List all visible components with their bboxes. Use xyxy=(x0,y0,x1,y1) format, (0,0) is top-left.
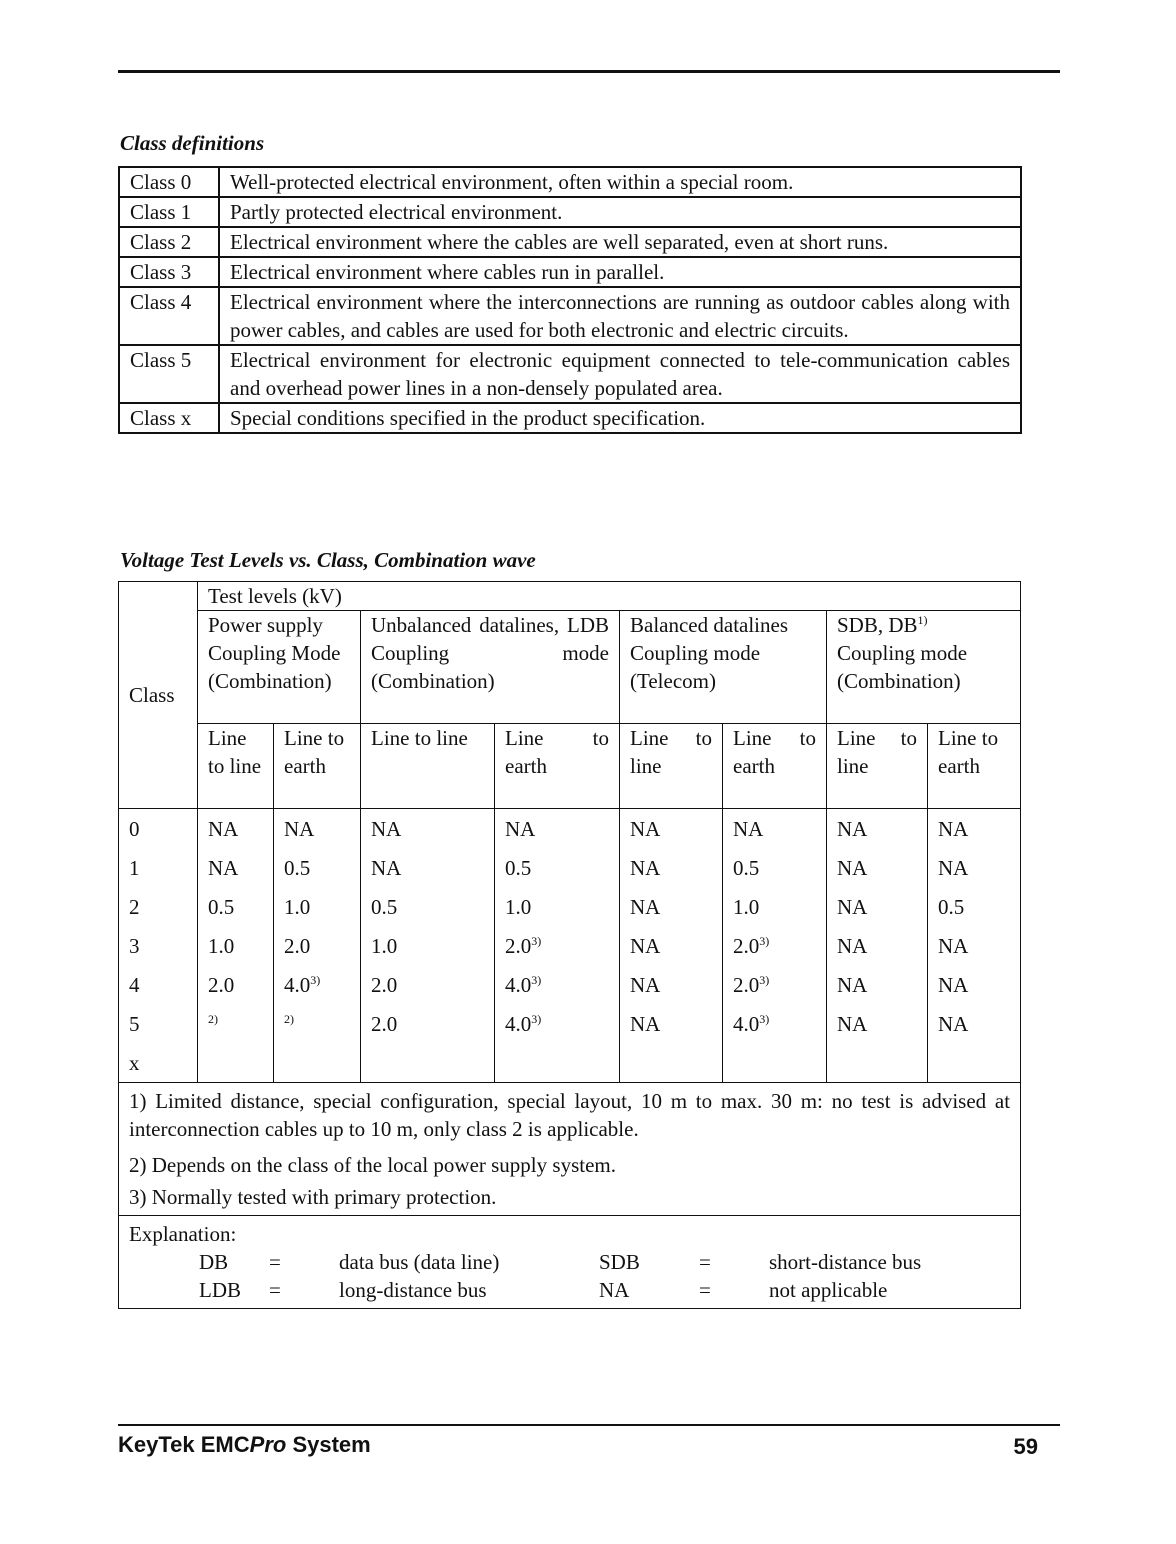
value-cell xyxy=(361,809,495,849)
subheader-word: to xyxy=(592,726,609,750)
footnote-marker: 1) xyxy=(917,613,928,627)
value: NA xyxy=(208,817,239,841)
table-row xyxy=(119,809,1021,849)
value-cell xyxy=(620,965,723,1004)
value-cell xyxy=(723,848,827,887)
header-row xyxy=(119,611,1021,724)
value: NA xyxy=(938,973,969,997)
abbr: SDB xyxy=(599,1250,640,1274)
table-row xyxy=(119,227,1021,257)
table-row xyxy=(119,197,1021,227)
class-cell: 1 xyxy=(119,848,198,887)
value-cell xyxy=(723,809,827,849)
footnote-1: 1) Limited distance, special configuration, special layout, 10 m to max. 30 m: no test is advised at interconnection cables up to 10 m, only class 2 is applicable. xyxy=(129,1089,1011,1141)
value-cell xyxy=(361,1043,495,1083)
value-cell xyxy=(361,965,495,1004)
value: 4.0 xyxy=(733,1012,760,1036)
value: 4.0 xyxy=(505,973,532,997)
value-cell xyxy=(274,887,361,926)
equals: = xyxy=(699,1278,711,1302)
footnote-marker: 3) xyxy=(531,1012,542,1026)
value: 0.5 xyxy=(284,856,311,880)
value: NA xyxy=(630,895,661,919)
table-row xyxy=(119,887,1021,926)
value: NA xyxy=(630,934,661,958)
value: 2.0 xyxy=(284,934,311,958)
value: 1.0 xyxy=(505,895,532,919)
sdb-label: SDB, DB xyxy=(837,613,918,637)
value-cell xyxy=(928,1043,1021,1083)
value-cell xyxy=(620,848,723,887)
value-cell xyxy=(723,965,827,1004)
value: NA xyxy=(837,895,868,919)
value: NA xyxy=(938,934,969,958)
subheader-word: to xyxy=(695,726,712,750)
class-description: Special conditions specified in the product specification. xyxy=(219,403,1021,433)
subheader-line-to-line xyxy=(827,724,928,809)
table-row xyxy=(119,1004,1021,1043)
value-cell xyxy=(928,1004,1021,1043)
value: 1.0 xyxy=(284,895,311,919)
table-row xyxy=(119,926,1021,965)
power-supply-group-header: Power supply Coupling Mode (Combination) xyxy=(198,611,361,724)
value-cell xyxy=(274,848,361,887)
subheader-word: Line xyxy=(733,726,772,750)
value: NA xyxy=(938,817,969,841)
value: 2.0 xyxy=(733,973,760,997)
value-cell xyxy=(620,926,723,965)
value: NA xyxy=(630,1012,661,1036)
value: 0.5 xyxy=(938,895,965,919)
value: NA xyxy=(837,973,868,997)
value-cell xyxy=(620,809,723,849)
class-description: Electrical environment where the interconnections are running as outdoor cables along with power cables, and cables are used for both electronic and electric circuits. xyxy=(219,287,1021,345)
value: NA xyxy=(837,856,868,880)
value-cell xyxy=(928,848,1021,887)
subheader-line-to-line xyxy=(620,724,723,809)
class-cell: Class 2 xyxy=(119,227,219,257)
brand-suffix: System xyxy=(286,1432,371,1457)
notes-row xyxy=(119,1083,1021,1216)
value-cell xyxy=(620,887,723,926)
value-cell xyxy=(928,809,1021,849)
value-cell xyxy=(361,1004,495,1043)
value: NA xyxy=(837,1012,868,1036)
footnote-marker: 3) xyxy=(759,1012,770,1026)
value-cell xyxy=(198,809,274,849)
test-levels-header: Test levels (kV) xyxy=(198,582,1021,611)
value-cell xyxy=(361,887,495,926)
explanation-grid xyxy=(199,1248,1010,1304)
subheader-line-to-earth xyxy=(723,724,827,809)
value-cell xyxy=(827,926,928,965)
value: NA xyxy=(371,817,402,841)
subheader-line-to-earth xyxy=(495,724,620,809)
table-row xyxy=(119,287,1021,345)
subheader-word: to xyxy=(799,726,816,750)
value: NA xyxy=(837,817,868,841)
class-cell: 4 xyxy=(119,965,198,1004)
subheader-word: Line xyxy=(505,726,544,750)
value: 2.0 xyxy=(371,1012,398,1036)
value-cell xyxy=(495,926,620,965)
value: 0.5 xyxy=(733,856,760,880)
meaning: long-distance bus xyxy=(339,1278,487,1302)
subheader-word: Line xyxy=(837,726,876,750)
value-cell xyxy=(274,1043,361,1083)
footnote-marker: 3) xyxy=(531,934,542,948)
sdb-group-header xyxy=(827,611,1021,724)
value-cell xyxy=(495,1043,620,1083)
equals: = xyxy=(269,1250,281,1274)
class-description: Electrical environment for electronic equipment connected to tele-communication cables and overhead power lines in a non-densely populated area. xyxy=(219,345,1021,403)
table-row xyxy=(119,167,1021,197)
subheader-word: line xyxy=(837,754,869,778)
balanced-group-header: Balanced datalines Coupling mode (Telecom) xyxy=(620,611,827,724)
header-row xyxy=(119,582,1021,611)
value-cell xyxy=(827,1004,928,1043)
meaning: data bus (data line) xyxy=(339,1250,500,1274)
value-cell xyxy=(361,848,495,887)
value: NA xyxy=(837,934,868,958)
class-definitions-table xyxy=(118,166,1022,434)
value-cell xyxy=(928,926,1021,965)
value-cell xyxy=(928,965,1021,1004)
value-cell xyxy=(274,965,361,1004)
value: 4.0 xyxy=(284,973,311,997)
table-row xyxy=(119,345,1021,403)
value: NA xyxy=(630,856,661,880)
table-row xyxy=(119,403,1021,433)
table-row xyxy=(119,965,1021,1004)
explanation-title: Explanation: xyxy=(129,1222,237,1246)
brand-italic: Pro xyxy=(249,1432,287,1457)
class-cell: Class 3 xyxy=(119,257,219,287)
subheader-line-to-earth: Line to earth xyxy=(928,724,1021,809)
value-cell xyxy=(827,887,928,926)
value: NA xyxy=(630,817,661,841)
value-cell xyxy=(274,809,361,849)
value: 2.0 xyxy=(208,973,235,997)
value-cell xyxy=(495,1004,620,1043)
footnote-marker: 3) xyxy=(759,973,770,987)
bottom-rule xyxy=(118,1424,1060,1426)
class-cell: x xyxy=(119,1043,198,1083)
footnote-marker: 2) xyxy=(208,1012,218,1026)
value-cell xyxy=(198,848,274,887)
footnote-marker: 3) xyxy=(531,973,542,987)
explanation-row xyxy=(119,1216,1021,1309)
value: NA xyxy=(630,973,661,997)
equals: = xyxy=(269,1278,281,1302)
value-cell xyxy=(827,848,928,887)
value-cell xyxy=(620,1043,723,1083)
value-cell xyxy=(827,809,928,849)
subheader-word: Line xyxy=(630,726,669,750)
class-definitions-heading: Class definitions xyxy=(120,131,265,155)
value: 1.0 xyxy=(733,895,760,919)
voltage-table-heading: Voltage Test Levels vs. Class, Combination wave xyxy=(120,548,536,572)
class-cell: Class 4 xyxy=(119,287,219,345)
class-cell: Class 5 xyxy=(119,345,219,403)
subheader-word: line xyxy=(630,754,662,778)
value: NA xyxy=(208,856,239,880)
abbr: NA xyxy=(599,1278,630,1302)
subheader-word: earth xyxy=(505,754,547,778)
subheader-line-to-line: Line to line xyxy=(198,724,274,809)
value: 4.0 xyxy=(505,1012,532,1036)
value-cell xyxy=(495,809,620,849)
value-cell xyxy=(495,848,620,887)
value: 2.0 xyxy=(733,934,760,958)
class-cell: 0 xyxy=(119,809,198,849)
table-row xyxy=(119,1043,1021,1083)
page-number: 59 xyxy=(1013,1434,1038,1459)
subheader-word: to xyxy=(900,726,917,750)
value-cell xyxy=(495,965,620,1004)
value-cell xyxy=(723,1004,827,1043)
class-cell: Class x xyxy=(119,403,219,433)
class-cell: 3 xyxy=(119,926,198,965)
value: NA xyxy=(938,1012,969,1036)
class-description: Electrical environment where cables run in parallel. xyxy=(219,257,1021,287)
footer-brand xyxy=(118,1432,371,1458)
footnote-marker: 3) xyxy=(759,934,770,948)
value-cell xyxy=(723,926,827,965)
subheader-line-to-earth: Line to earth xyxy=(274,724,361,809)
table-row xyxy=(119,257,1021,287)
value: 1.0 xyxy=(371,934,398,958)
value-cell xyxy=(495,887,620,926)
value-cell xyxy=(198,887,274,926)
value: 1.0 xyxy=(208,934,235,958)
top-rule xyxy=(118,70,1060,73)
notes-cell xyxy=(119,1083,1021,1216)
value: 2.0 xyxy=(371,973,398,997)
footnote-3: 3) Normally tested with primary protection. xyxy=(129,1185,497,1209)
value-cell xyxy=(723,887,827,926)
class-description: Well-protected electrical environment, often within a special room. xyxy=(219,167,1021,197)
value-cell xyxy=(827,1043,928,1083)
footnote-marker: 2) xyxy=(284,1012,294,1026)
unbalanced-group-header: Unbalanced datalines, LDB Coupling mode (Combination) xyxy=(361,611,620,724)
voltage-data-rows xyxy=(119,809,1021,1083)
subheader-line-to-line: Line to line xyxy=(361,724,495,809)
sdb-subtitle: Coupling mode (Combination) xyxy=(837,641,968,693)
value: NA xyxy=(733,817,764,841)
value-cell xyxy=(723,1043,827,1083)
equals: = xyxy=(699,1250,711,1274)
brand-prefix: KeyTek EMC xyxy=(118,1432,250,1457)
value-cell xyxy=(198,965,274,1004)
value-cell xyxy=(361,926,495,965)
class-description: Partly protected electrical environment. xyxy=(219,197,1021,227)
value: NA xyxy=(284,817,315,841)
meaning: not applicable xyxy=(769,1278,888,1302)
value: 0.5 xyxy=(371,895,398,919)
value: NA xyxy=(371,856,402,880)
class-cell: Class 1 xyxy=(119,197,219,227)
value-cell xyxy=(198,1004,274,1043)
value-cell xyxy=(928,887,1021,926)
value-cell xyxy=(198,926,274,965)
explanation-cell xyxy=(119,1216,1021,1309)
table-row xyxy=(119,848,1021,887)
value: NA xyxy=(938,856,969,880)
footnote-marker: 3) xyxy=(310,973,321,987)
class-cell: 2 xyxy=(119,887,198,926)
subheader-word: earth xyxy=(733,754,775,778)
value-cell xyxy=(274,926,361,965)
value: 0.5 xyxy=(208,895,235,919)
voltage-test-levels-table xyxy=(118,581,1021,1309)
value: NA xyxy=(505,817,536,841)
abbr: DB xyxy=(199,1250,229,1274)
class-cell: Class 0 xyxy=(119,167,219,197)
header-row xyxy=(119,724,1021,809)
class-column-header: Class xyxy=(119,582,198,809)
footnote-2: 2) Depends on the class of the local power supply system. xyxy=(129,1153,616,1177)
abbr: LDB xyxy=(199,1278,241,1302)
class-cell: 5 xyxy=(119,1004,198,1043)
value-cell xyxy=(827,965,928,1004)
class-description: Electrical environment where the cables are well separated, even at short runs. xyxy=(219,227,1021,257)
value: 2.0 xyxy=(505,934,532,958)
meaning: short-distance bus xyxy=(769,1250,922,1274)
value-cell xyxy=(620,1004,723,1043)
value: 0.5 xyxy=(505,856,532,880)
value-cell xyxy=(198,1043,274,1083)
value-cell xyxy=(274,1004,361,1043)
